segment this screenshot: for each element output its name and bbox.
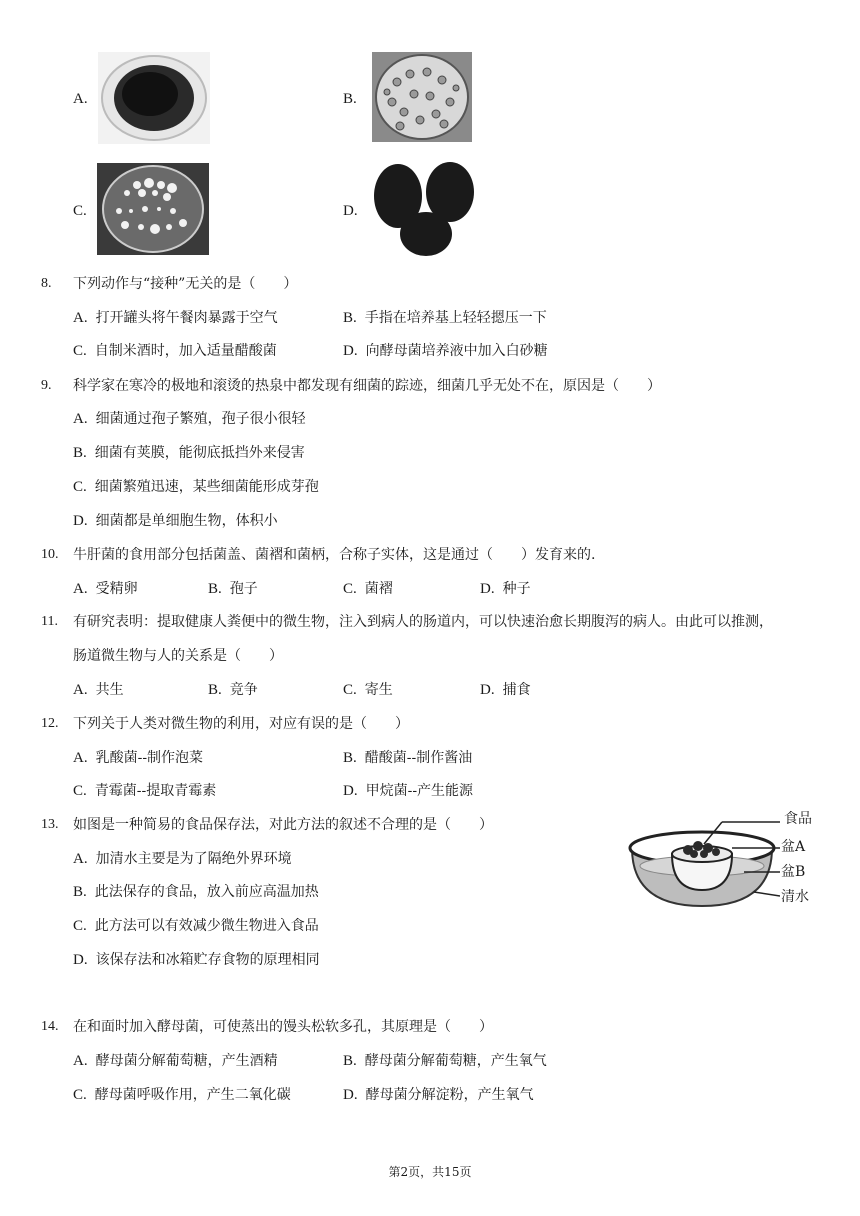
option-d: D. 该保存法和冰箱贮存食物的原理相同 [73, 952, 320, 968]
option-b: B. 细菌有荚膜，能彻底抵挡外来侵害 [73, 445, 305, 461]
question-stem: 下列关于人类对微生物的利用，对应有误的是（ ） [73, 716, 409, 732]
option-d: D. 细菌都是单细胞生物，体积小 [73, 513, 278, 529]
question-stem: 有研究表明：提取健康人粪便中的微生物，注入到病人的肠道内，可以快速治愈长期腹泻的病人。由此可以推测， [73, 614, 773, 630]
option-a: A. 受精卵 [73, 581, 138, 597]
question-number: 13. [41, 817, 59, 832]
question-stem: 科学家在寒冷的极地和滚烫的热泉中都发现有细菌的踪迹，细菌几乎无处不在，原因是（ ） [73, 378, 661, 394]
page-footer: 第2页，共15页 [388, 1165, 472, 1179]
image-option-label-c: C. [73, 203, 87, 219]
question-number: 14. [41, 1019, 59, 1034]
image-option-label-a: A. [73, 91, 88, 107]
option-a: A. 加清水主要是为了隔绝外界环境 [73, 851, 292, 867]
petri-dish-a-image [98, 52, 210, 144]
option-d: D. 向酵母菌培养液中加入白砂糖 [343, 343, 548, 359]
option-b: B. 手指在培养基上轻轻摁压一下 [343, 310, 547, 326]
option-d: D. 甲烷菌--产生能源 [343, 783, 474, 799]
option-b: B. 竞争 [208, 682, 258, 698]
food-storage-diagram [624, 808, 780, 914]
question-stem: 如图是一种简易的食品保存法，对此方法的叙述不合理的是（ ） [73, 817, 493, 833]
figure-label-food: 食品 [784, 811, 812, 827]
option-c: C. 青霉菌--提取青霉素 [73, 783, 217, 799]
option-c: C. 酵母菌呼吸作用，产生二氧化碳 [73, 1087, 291, 1103]
figure-label-water: 清水 [781, 889, 809, 905]
question-number: 8. [41, 276, 52, 291]
figure-label-basin-a: 盆A [781, 839, 806, 855]
option-a: A. 细菌通过孢子繁殖，孢子很小很轻 [73, 411, 306, 427]
question-number: 11. [41, 614, 58, 629]
question-number: 12. [41, 716, 59, 731]
option-c: C. 自制米酒时，加入适量醋酸菌 [73, 343, 277, 359]
image-option-label-d: D. [343, 203, 358, 219]
option-a: A. 乳酸菌--制作泡菜 [73, 750, 204, 766]
option-a: A. 共生 [73, 682, 124, 698]
option-c: C. 菌褶 [343, 581, 393, 597]
option-a: A. 酵母菌分解葡萄糖，产生酒精 [73, 1053, 278, 1069]
question-number: 9. [41, 378, 52, 393]
option-c: C. 此方法可以有效减少微生物进入食品 [73, 918, 319, 934]
option-d: D. 捕食 [480, 682, 531, 698]
question-stem: 在和面时加入酵母菌，可使蒸出的馒头松软多孔，其原理是（ ） [73, 1019, 493, 1035]
option-b: B. 孢子 [208, 581, 258, 597]
petri-dish-b-image [372, 52, 472, 142]
question-stem: 牛肝菌的食用部分包括菌盖、菌褶和菌柄，合称子实体，这是通过（ ）发育来的. [73, 547, 596, 563]
option-b: B. 醋酸菌--制作酱油 [343, 750, 473, 766]
petri-dish-c-image [97, 163, 209, 255]
question-number: 10. [41, 547, 59, 562]
option-c: C. 寄生 [343, 682, 393, 698]
question-stem: 下列动作与“接种”无关的是（ ） [73, 276, 298, 292]
question-stem-continued: 肠道微生物与人的关系是（ ） [73, 648, 283, 664]
option-a: A. 打开罐头将午餐肉暴露于空气 [73, 310, 278, 326]
option-c: C. 细菌繁殖迅速，某些细菌能形成芽孢 [73, 479, 319, 495]
option-b: B. 此法保存的食品，放入前应高温加热 [73, 884, 319, 900]
spore-cells-d-image [372, 160, 478, 260]
figure-label-basin-b: 盆B [781, 864, 806, 880]
option-d: D. 酵母菌分解淀粉，产生氧气 [343, 1087, 534, 1103]
option-d: D. 种子 [480, 581, 531, 597]
image-option-label-b: B. [343, 91, 357, 107]
option-b: B. 酵母菌分解葡萄糖，产生氧气 [343, 1053, 547, 1069]
